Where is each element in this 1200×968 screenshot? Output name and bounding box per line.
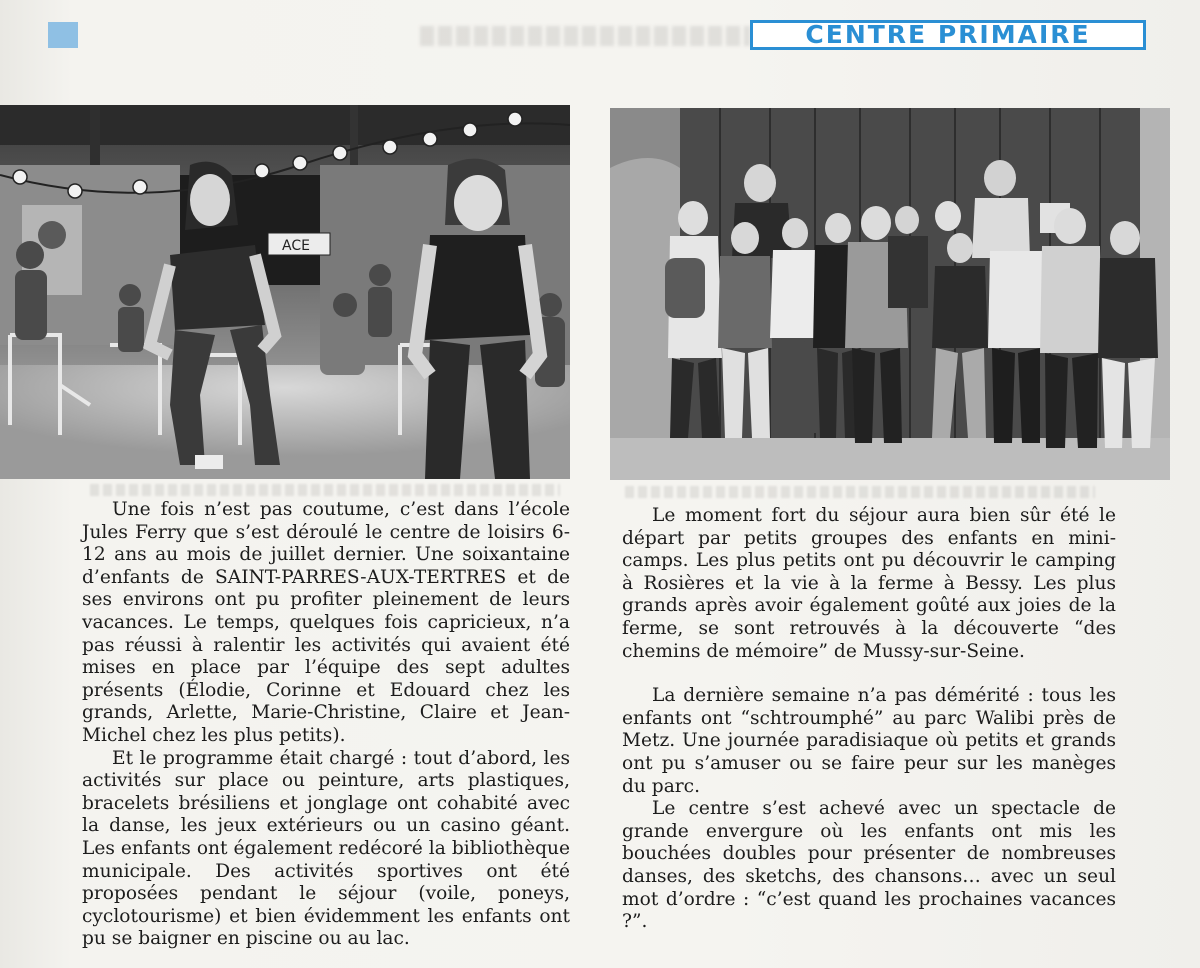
header-show-through — [420, 26, 750, 46]
text-column-right — [622, 505, 1116, 934]
paragraph: Le moment fort du séjour aura bien sûr été le départ par petits groupes des enfants en mini-camps. Les plus petits ont pu découvrir le camping à Rosières et la vie à la ferme à Bessy. Les plus grands après avoir également goûté aux joies de la ferme, se sont retrouvés à la découverte “des chemins de mémoire” de Mussy-sur-Seine. — [622, 505, 1116, 662]
paragraph: La dernière semaine n’a pas démérité : tous les enfants ont “schtroumphé” au parc Walibi près de Metz. Une journée paradisiaque où petits et grands ont pu s’amuser ou se faire peur sur les manèges du parc. — [622, 685, 1116, 797]
corner-color-block — [48, 22, 78, 48]
paragraph: Et le programme était chargé : tout d’abord, les activités sur place ou peinture, arts plastiques, bracelets brésiliens et jonglage ont cohabité avec la danse, les jeux extérieurs ou un casino géant. Les enfants ont également redécoré la bibliothèque municipale. Des activités sportives ont été proposées pendant le séjour (voile, poneys, cyclotourisme) et bien évidemment les enfants ont pu se baigner en piscine ou au lac. — [82, 747, 570, 950]
text-column-left — [82, 499, 570, 951]
paragraph: Le centre s’est achevé avec un spectacle de grande envergure où les enfants ont mis les bouchées doubles pour présenter de nombreuses danses, des sketchs, des chansons… avec un seul mot d’ordre : “c’est quand les prochaines vacances ?”. — [622, 798, 1116, 933]
caption-show-through-left — [90, 484, 560, 496]
photo-dance-show — [0, 105, 570, 479]
paragraph: Une fois n’est pas coutume, c’est dans l’école Jules Ferry que s’est déroulé le centre de loisirs 6-12 ans au mois de juillet dernier. Une soixantaine d’enfants de SAINT-PARRES-AUX-TERTRES et de ses environs ont pu profiter pleinement de leurs vacances. Le temps, quelques fois capricieux, n’a pas réussi à ralentir les activités qui avaient été mises en place par l’équipe des sept adultes présents (Élodie, Corinne et Edouard chez les grands, Arlette, Marie-Christine, Claire et Jean-Michel chez les plus petits). — [82, 499, 570, 746]
photo-group-kids — [610, 108, 1170, 480]
banner-text: ACE — [282, 238, 310, 254]
caption-show-through-right — [625, 486, 1095, 498]
section-title: CENTRE PRIMAIRE — [750, 20, 1146, 50]
